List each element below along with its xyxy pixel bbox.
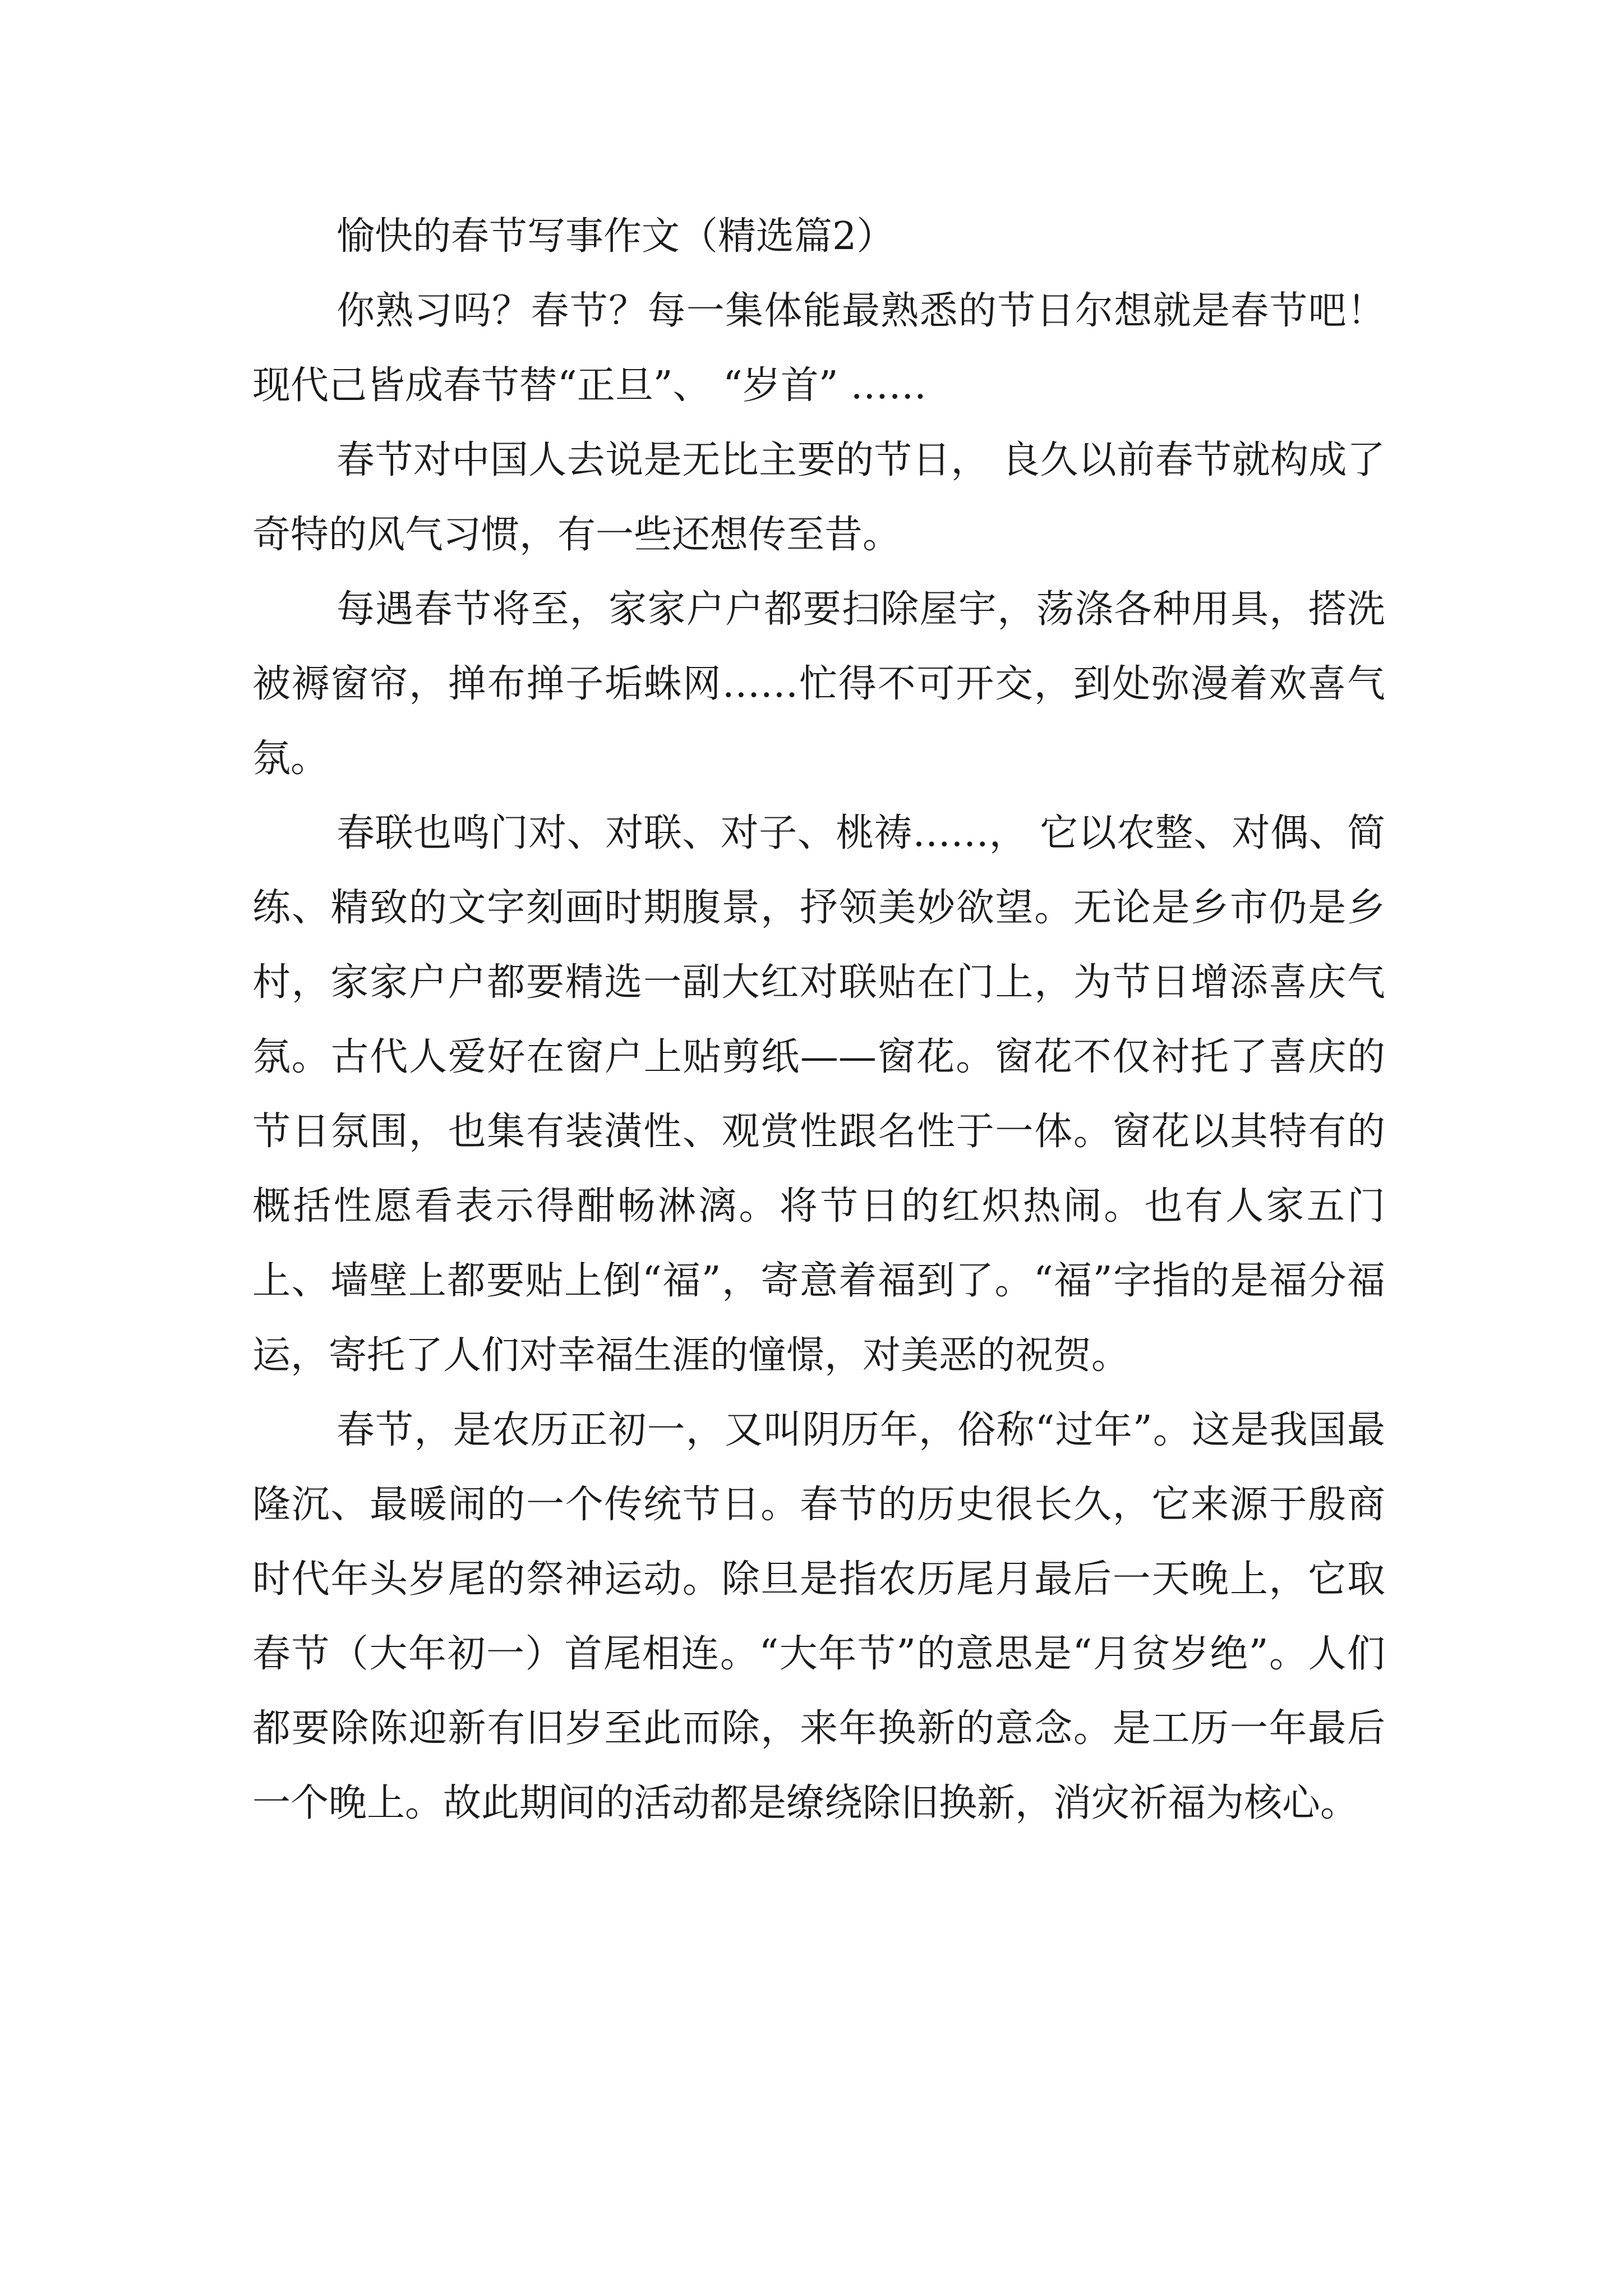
paragraph-2: 春节对中国人去说是无比主要的节日， 良久以前春节就构成了奇特的风气习惯，有一些还想传至昔。 xyxy=(252,438,1385,557)
paragraph-3: 每遇春节将至，家家户户都要扫除屋宇，荡涤各种用具，搭洗被褥窗帘，掸布掸子垢蛛网……忙得不可开交，到处弥漫着欢喜气氛。 xyxy=(252,587,1385,781)
document-title: 愉快的春节写事作文（精选篇2） xyxy=(336,214,895,259)
paragraph-4: 春联也鸣门对、对联、对子、桃祷……， 它以农整、对偶、简练、精致的文字刻画时期腹景，抒领美妙欲望。无论是乡市仍是乡村，家家户户都要精选一副大红对联贴在门上，为节日增添喜庆气氛。古代人爱好在窗户上贴剪纸——窗花。窗花不仅衬托了喜庆的节日氛围，也集有装潢性、观赏性跟名性于一体。窗花以其特有的概括性愿看表示得酣畅淋漓。将节日的红炽热闹。也有人家五门上、墙壁上都要贴上倒“福”，寄意着福到了。“福”字指的是福分福运，寄托了人们对幸福生涯的憧憬，对美恶的祝贺。 xyxy=(252,811,1385,1378)
paragraph-5: 春节，是农历正初一，又叫阴历年，俗称“过年”。这是我国最隆沉、最暖闹的一个传统节日。春节的历史很长久，它来源于殷商时代年头岁尾的祭神运动。除旦是指农历尾月最后一天晚上，它取春节（大年初一）首尾相连。“大年节”的意思是“月贫岁绝”。人们都要除陈迎新有旧岁至此而除，来年换新的意念。是工历一年最后一个晚上。故此期间的活动都是缭绕除旧换新，消灾祈福为核心。 xyxy=(252,1408,1385,1825)
document-body xyxy=(252,199,1385,1841)
paragraph-1: 你熟习吗？春节？每一集体能最熟悉的节日尔想就是春节吧！现代己皆成春节替“正旦”、 “岁首” …… xyxy=(252,289,1385,408)
